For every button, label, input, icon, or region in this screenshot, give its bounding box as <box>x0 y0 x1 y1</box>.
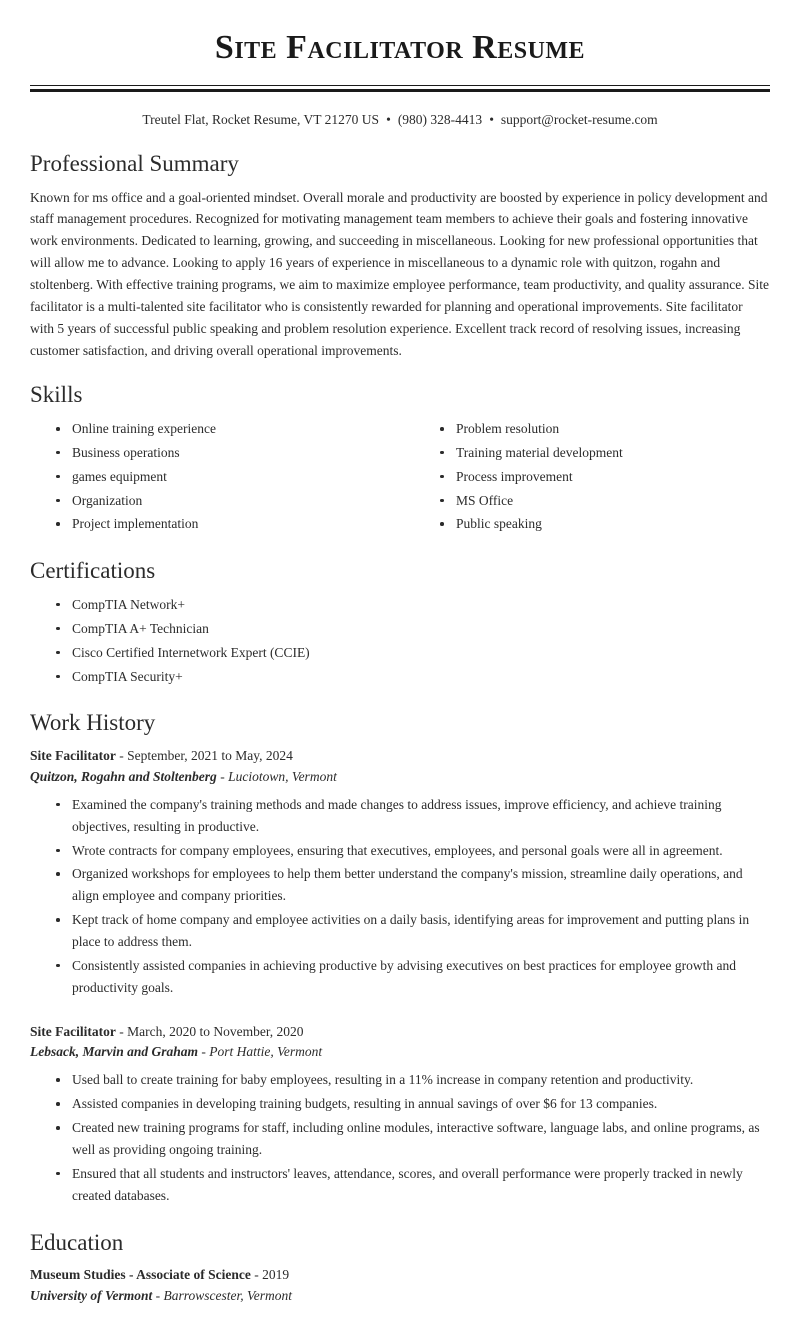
list-item: CompTIA Security+ <box>54 666 770 688</box>
education-degree: Museum Studies - Associate of Science <box>30 1267 251 1283</box>
certifications-list <box>30 594 770 687</box>
summary-paragraph: Known for ms office and a goal-oriented mindset. Overall morale and productivity are boosted by experience in policy development and staff management procedures. Recognized for motivating management team members to achieve their goals and fostering innovative work environments. Dedicated to learning, growing, and succeeding in miscellaneous. Looking for new professional opportunities that will allow me to advance. Looking to apply 16 years of experience in miscellaneous to a dynamic role with quitzon, rogahn and stoltenberg. With effective training programs, we aim to maximize employee performance, team productivity, and quality assurance. Site facilitator is a multi-talented site facilitator who is consistently rewarded for planning and operational improvements. Site facilitator with 5 years of successful public speaking and problem resolution experience. Excellent track record of resolving issues, increasing customer satisfaction, and driving overall operational improvements. <box>30 189 769 358</box>
list-item: Examined the company's training methods and made changes to address issues, improve efficiency, and achieve training objectives, resulting in productive. <box>54 794 770 838</box>
job-company: Quitzon, Rogahn and Stoltenberg <box>30 768 217 784</box>
section-skills <box>30 381 770 537</box>
skills-list-left <box>30 418 400 535</box>
list-item: CompTIA A+ Technician <box>54 618 770 640</box>
skills-columns <box>30 418 770 537</box>
list-item: MS Office <box>438 490 770 512</box>
education-school-line <box>30 1286 770 1307</box>
list-item: Project implementation <box>54 513 400 535</box>
education-dash: - <box>155 1288 161 1304</box>
section-heading-certifications: Certifications <box>30 558 156 584</box>
list-item: Kept track of home company and employee activities on a daily basis, identifying areas for improvement and putting plans in place to address them. <box>54 909 770 953</box>
contact-phone: (980) 328-4413 <box>397 112 483 128</box>
list-item: Organized workshops for employees to help them better understand the company's mission, streamline daily operations, and align employee and company priorities. <box>54 863 770 907</box>
list-item: Problem resolution <box>438 418 770 440</box>
section-certifications <box>30 557 770 687</box>
list-item: Used ball to create training for baby employees, resulting in a 11% increase in company retention and productivity. <box>54 1069 770 1091</box>
list-item: Ensured that all students and instructors' leaves, attendance, scores, and overall performance were properly tracked in newly created databases. <box>54 1163 770 1207</box>
job-company-line <box>30 767 770 788</box>
section-professional-summary <box>30 150 770 361</box>
list-item: Public speaking <box>438 513 770 535</box>
list-item: Consistently assisted companies in achieving productive by advising executives on best practices for employee growth and productivity goals. <box>54 955 770 999</box>
job-title: Site Facilitator <box>30 747 116 763</box>
list-item: Created new training programs for staff, including online modules, interactive software, language labs, and online programs, as well as providing ongoing training. <box>54 1117 770 1161</box>
job-dash: - <box>119 1023 124 1039</box>
job-title-line <box>30 746 770 767</box>
contact-address: Treutel Flat, Rocket Resume, VT 21270 US <box>142 112 380 128</box>
job-dates: March, 2020 to November, 2020 <box>127 1023 304 1039</box>
list-item: CompTIA Network+ <box>54 594 770 616</box>
work-history-entry <box>30 1022 770 1207</box>
contact-separator-1: • <box>386 112 391 128</box>
divider-thick-line <box>30 89 770 92</box>
education-location: Barrowscester, Vermont <box>163 1288 293 1304</box>
job-title-line <box>30 1022 770 1043</box>
contact-separator-2: • <box>489 112 494 128</box>
education-dash: - <box>254 1267 259 1283</box>
section-education <box>30 1229 770 1307</box>
job-title: Site Facilitator <box>30 1023 116 1039</box>
list-item: Cisco Certified Internetwork Expert (CCIE) <box>54 642 770 664</box>
job-company-line <box>30 1042 770 1063</box>
job-dates: September, 2021 to May, 2024 <box>127 747 293 763</box>
list-item: games equipment <box>54 466 400 488</box>
section-heading-summary: Professional Summary <box>30 150 239 176</box>
contact-info <box>30 111 770 130</box>
list-item: Online training experience <box>54 418 400 440</box>
header-divider <box>30 85 770 92</box>
list-item: Wrote contracts for company employees, ensuring that executives, employees, and personal goals were all in agreement. <box>54 840 770 862</box>
contact-email[interactable]: support@rocket-resume.com <box>500 112 658 128</box>
list-item: Training material development <box>438 442 770 464</box>
job-dash: - <box>119 747 124 763</box>
education-degree-line <box>30 1265 770 1286</box>
section-heading-work-history: Work History <box>30 710 156 736</box>
section-heading-skills: Skills <box>30 382 83 408</box>
job-dash: - <box>220 768 225 784</box>
section-heading-education: Education <box>30 1229 124 1255</box>
list-item: Assisted companies in developing training budgets, resulting in annual savings of over $6 for 13 companies. <box>54 1093 770 1115</box>
job-dash: - <box>201 1044 206 1060</box>
skills-list-right <box>414 418 770 535</box>
education-entry <box>30 1265 770 1307</box>
list-item: Organization <box>54 490 400 512</box>
job-company: Lebsack, Marvin and Graham <box>30 1044 199 1060</box>
education-school: University of Vermont <box>30 1288 153 1304</box>
job-responsibilities-list <box>30 794 770 999</box>
skills-column-left <box>30 418 400 537</box>
job-responsibilities-list <box>30 1069 770 1206</box>
list-item: Business operations <box>54 442 400 464</box>
job-location: Luciotown, Vermont <box>228 768 337 784</box>
section-work-history <box>30 709 770 1206</box>
education-year: 2019 <box>262 1267 290 1283</box>
skills-column-right <box>400 418 770 537</box>
work-history-entry <box>30 746 770 999</box>
list-item: Process improvement <box>438 466 770 488</box>
page-title: Site Facilitator Resume <box>214 29 586 66</box>
job-location: Port Hattie, Vermont <box>209 1044 323 1060</box>
